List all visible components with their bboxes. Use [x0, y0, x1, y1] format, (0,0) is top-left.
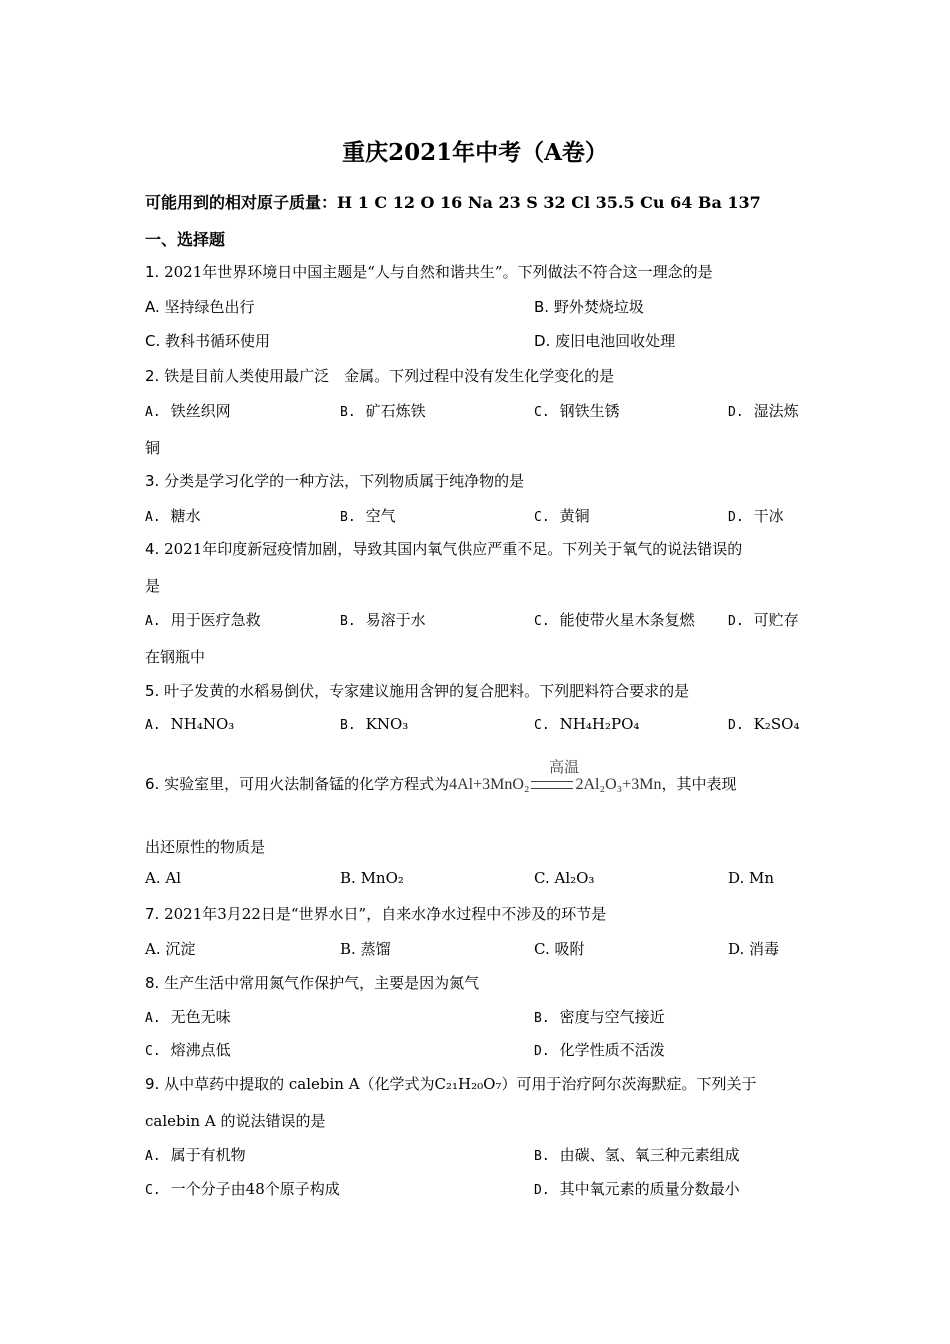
option-label: A. [145, 1149, 161, 1164]
atomic-mass-line: 可能用到的相对原子质量：H 1 C 12 O 16 Na 23 S 32 Cl 35.5 Cu 64 Ba 137 [145, 193, 761, 212]
option-label: C. [534, 405, 550, 420]
option-label: A. [145, 940, 161, 958]
option-a [145, 715, 234, 733]
question-text: 从中草药中提取的 calebin A（化学式为C₂₁H₂₀O₇）可用于治疗阿尔茨海默症。下列关于 [159, 1075, 757, 1093]
question-3 [145, 470, 524, 491]
option-c [534, 715, 639, 733]
option-text: 野外焚烧垃圾 [549, 298, 644, 316]
option-text: 干冰 [753, 507, 784, 525]
option-a [145, 400, 231, 421]
option-a [145, 938, 195, 959]
question-text-after: ，其中表现 [661, 775, 737, 793]
question-number: 7. [145, 905, 160, 923]
equals-sign-icon [531, 781, 573, 789]
option-label: C. [534, 718, 550, 733]
option-text: 由碳、氢、氧三种元素组成 [559, 1146, 740, 1164]
option-d [728, 938, 779, 959]
question-9 [145, 1073, 756, 1094]
option-text: 无色无味 [170, 1008, 231, 1026]
option-label: B. [534, 298, 550, 316]
option-text: 一个分子由48个原子构成 [170, 1180, 340, 1198]
option-text: 其中氧元素的质量分数最小 [559, 1180, 740, 1198]
question-number: 6. [145, 775, 160, 793]
option-label: C. [534, 614, 550, 629]
section-heading: 一、选择题 [145, 230, 226, 249]
question-text: 2021年世界环境日中国主题是“人与自然和谐共生”。下列做法不符合这一理念的是 [159, 263, 713, 281]
option-text: 用于医疗急救 [170, 611, 261, 629]
option-label: C. [145, 1044, 161, 1059]
option-a [145, 296, 255, 317]
option-label: D. [534, 1044, 550, 1059]
option-d [728, 505, 784, 526]
option-text: 矿石炼铁 [365, 402, 426, 420]
option-b [534, 296, 644, 317]
question-number: 2. [145, 367, 160, 385]
option-b [534, 1006, 665, 1027]
option-a [145, 1144, 246, 1165]
equation-condition: 高温 [549, 760, 580, 776]
option-c [534, 609, 695, 630]
option-label: C. [534, 940, 550, 958]
option-c [534, 938, 585, 959]
question-text: 实验室里，可用火法制备锰的化学方程式为 [159, 775, 450, 793]
question-wrap: calebin A 的说法错误的是 [145, 1112, 326, 1130]
option-text: 钢铁生锈 [559, 402, 620, 420]
equation-products: 2Al₂O₃+3Mn [575, 776, 662, 793]
question-number: 4. [145, 540, 160, 558]
question-1 [145, 261, 713, 282]
question-text: 2021年印度新冠疫情加剧，导致其国内氧气供应严重不足。下列关于氧气的说法错误的 [159, 540, 743, 558]
option-a [145, 1006, 231, 1027]
option-c [534, 869, 594, 887]
question-wrap: 出还原性的物质是 [145, 838, 266, 856]
option-d [534, 330, 675, 351]
option-b [340, 609, 426, 630]
option-label: C. [145, 1183, 161, 1198]
option-text: 属于有机物 [170, 1146, 246, 1164]
question-2 [145, 365, 614, 386]
option-b [340, 400, 426, 421]
option-text: KNO₃ [365, 715, 409, 733]
option-label: B. [340, 940, 356, 958]
question-number: 3. [145, 472, 160, 490]
option-text: 教科书循环使用 [160, 332, 271, 350]
option-d [728, 609, 799, 630]
option-wrap: 在钢瓶中 [145, 648, 206, 666]
option-c [534, 505, 590, 526]
equation-reactants: 4Al+3MnO₂ [449, 776, 530, 793]
question-text: 叶子发黄的水稻易倒伏，专家建议施用含钾的复合肥料。下列肥料符合要求的是 [159, 682, 690, 700]
option-c [145, 1039, 231, 1060]
question-6 [145, 760, 737, 794]
option-label: A. [145, 718, 161, 733]
option-text: 化学性质不活泼 [559, 1041, 665, 1059]
option-a [145, 505, 201, 526]
option-label: B. [340, 869, 356, 887]
option-label: D. [728, 405, 744, 420]
option-d [534, 1039, 665, 1060]
option-text: Al₂O₃ [549, 869, 595, 887]
question-text: 生产生活中常用氮气作保护气，主要是因为氮气 [159, 974, 480, 992]
option-text: NH₄NO₃ [170, 715, 235, 733]
option-b [340, 869, 404, 887]
question-number: 5. [145, 682, 160, 700]
option-text: 废旧电池回收处理 [550, 332, 676, 350]
option-wrap: 铜 [145, 439, 161, 457]
question-number: 9. [145, 1075, 160, 1093]
option-text: NH₄H₂PO₄ [559, 715, 640, 733]
question-number: 8. [145, 974, 160, 992]
option-label: D. [728, 614, 744, 629]
option-text: Al [160, 869, 182, 887]
question-wrap: 是 [145, 577, 161, 595]
option-label: D. [534, 1183, 550, 1198]
option-a [145, 869, 181, 887]
option-label: C. [534, 510, 550, 525]
option-label: A. [145, 1011, 161, 1026]
option-label: B. [534, 1149, 550, 1164]
option-label: C. [145, 332, 161, 350]
option-text: Mn [744, 869, 775, 887]
option-b [340, 505, 396, 526]
option-c [145, 1178, 340, 1199]
option-text: 消毒 [744, 940, 780, 958]
option-text: 湿法炼 [753, 402, 799, 420]
option-text: 吸附 [549, 940, 585, 958]
option-label: D. [728, 510, 744, 525]
option-label: B. [340, 405, 356, 420]
option-label: D. [534, 332, 551, 350]
option-label: B. [340, 718, 356, 733]
option-d [728, 715, 799, 733]
option-text: 蒸馏 [355, 940, 391, 958]
option-text: 可贮存 [753, 611, 799, 629]
question-text: 分类是学习化学的一种方法，下列物质属于纯净物的是 [159, 472, 525, 490]
option-text: 熔沸点低 [170, 1041, 231, 1059]
option-text: 坚持绿色出行 [159, 298, 255, 316]
option-b [340, 938, 391, 959]
option-d [728, 400, 799, 421]
option-text: MnO₂ [355, 869, 404, 887]
option-label: A. [145, 614, 161, 629]
option-text: 能使带火星木条复燃 [559, 611, 695, 629]
question-4 [145, 538, 742, 559]
option-label: A. [145, 510, 161, 525]
option-label: D. [728, 718, 744, 733]
question-8 [145, 972, 479, 993]
option-label: A. [145, 405, 161, 420]
option-label: B. [340, 510, 356, 525]
option-a [145, 609, 261, 630]
option-c [534, 400, 620, 421]
option-label: D. [728, 869, 745, 887]
question-5 [145, 680, 689, 701]
option-text: K₂SO₄ [753, 715, 800, 733]
option-c [145, 330, 270, 351]
option-b [340, 715, 408, 733]
option-d [534, 1178, 740, 1199]
question-text: 2021年3月22日是“世界水日”，自来水净水过程中不涉及的环节是 [159, 905, 607, 923]
option-label: B. [534, 1011, 550, 1026]
option-label: A. [145, 869, 161, 887]
option-label: C. [534, 869, 550, 887]
option-text: 糖水 [170, 507, 201, 525]
option-d [728, 869, 774, 887]
page-title: 重庆2021年中考（A卷） [342, 139, 608, 166]
option-text: 空气 [365, 507, 396, 525]
option-text: 沉淀 [160, 940, 196, 958]
option-text: 铁丝织网 [170, 402, 231, 420]
option-text: 黄铜 [559, 507, 590, 525]
option-label: A. [145, 298, 160, 316]
option-b [534, 1144, 740, 1165]
question-text: 铁是目前人类使用最广泛 金属。下列过程中没有发生化学变化的是 [159, 367, 615, 385]
option-label: B. [340, 614, 356, 629]
option-text: 易溶于水 [365, 611, 426, 629]
option-label: D. [728, 940, 745, 958]
option-text: 密度与空气接近 [559, 1008, 665, 1026]
question-number: 1. [145, 263, 160, 281]
chemical-equation [449, 760, 662, 794]
question-7 [145, 903, 606, 924]
